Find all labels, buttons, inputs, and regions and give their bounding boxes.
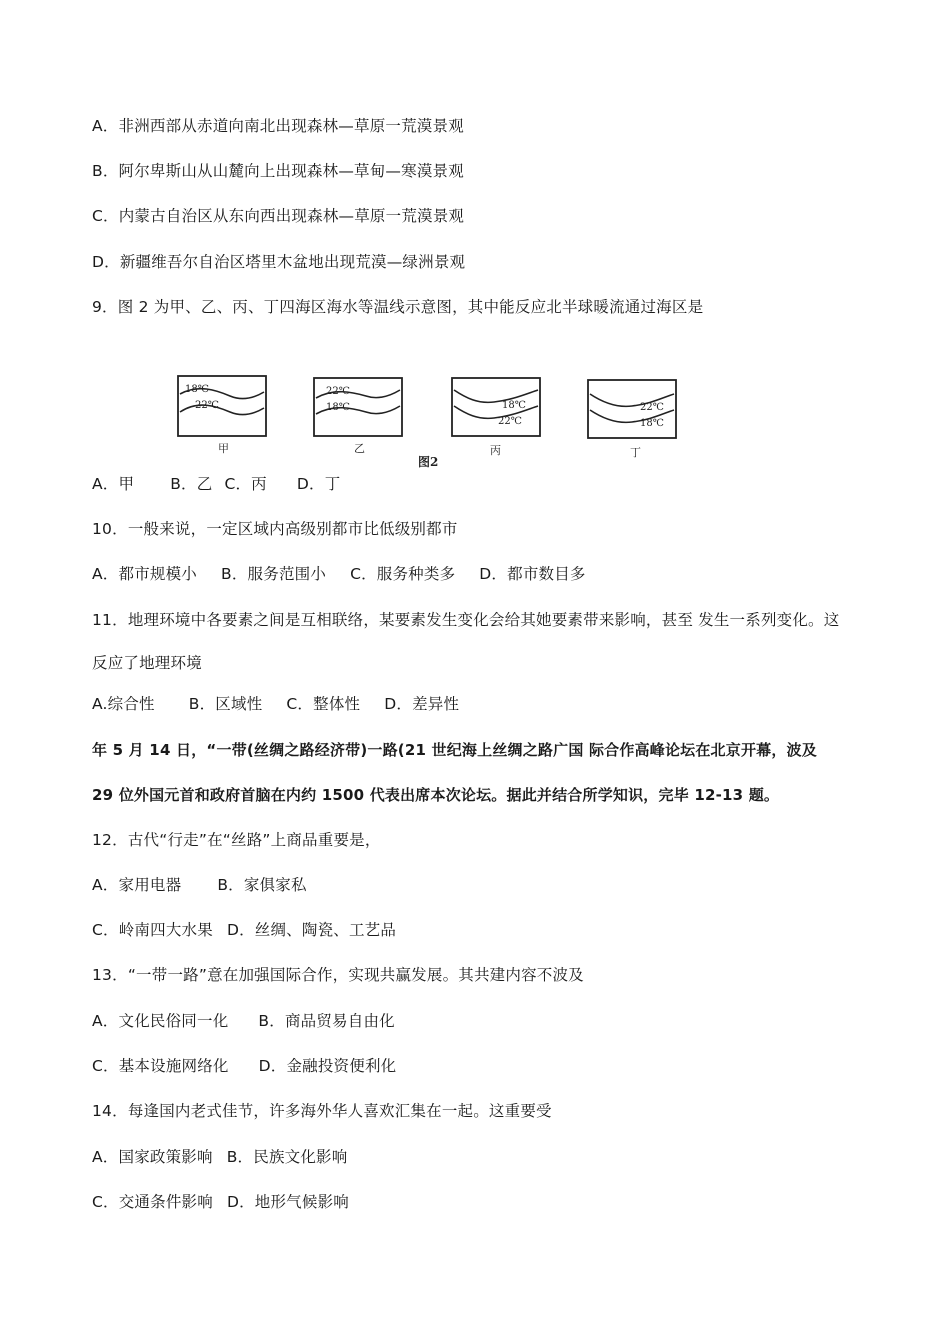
passage-line1: 年 5 月 14 日，“一带(丝绸之路经济带)一路(21 世纪海上丝绸之路广国 际合作高峰论坛在北京开幕，波及 [92, 741, 817, 759]
q12-option-a: A．家用电器 [92, 876, 182, 894]
q14-option-a: A．国家政策影响 [92, 1148, 213, 1166]
panel-jia [178, 376, 266, 455]
q14-option-b: B．民族文化影响 [226, 1148, 348, 1166]
isotherm-label: 22℃ [498, 416, 522, 427]
panel-bing [452, 378, 540, 457]
q9-options [92, 474, 340, 494]
q11-stem-line2: 反应了地理环境 [92, 654, 202, 672]
q11-option-d: D．差异性 [384, 695, 460, 713]
q12-option-c: C．岭南四大水果 [92, 921, 213, 939]
q13-option-c: C．基本设施网络化 [92, 1057, 229, 1075]
q11-option-b: B．区域性 [188, 695, 263, 713]
q11-option-c: C．整体性 [286, 695, 361, 713]
q9-option-a: A．甲 [92, 475, 135, 493]
isotherm-label: 22℃ [195, 400, 219, 411]
panel-yi [314, 378, 402, 455]
q13-option-b: B．商品贸易自由化 [258, 1012, 395, 1030]
q10-option-a: A．都市规模小 [92, 565, 198, 583]
panel-ding [588, 380, 676, 459]
q13-options-row2 [92, 1056, 396, 1076]
q14-options-row2 [92, 1192, 349, 1212]
q9-stem: 9．图 2 为甲、乙、丙、丁四海区海水等温线示意图，其中能反应北半球暖流通过海区是 [92, 298, 704, 316]
panel-label: 甲 [218, 442, 229, 455]
isotherm-label: 22℃ [326, 386, 350, 397]
isotherm-label: 18℃ [502, 400, 526, 411]
q9-option-b: B．乙 [170, 475, 213, 493]
q8-option-d: D．新疆维吾尔自治区塔里木盆地出现荒漠—绿洲景观 [92, 253, 466, 271]
q12-option-d: D．丝绸、陶瓷、工艺品 [226, 921, 397, 939]
isotherm-label: 18℃ [640, 418, 664, 429]
q10-option-c: C．服务种类多 [350, 565, 456, 583]
isotherm-label: 18℃ [326, 402, 350, 413]
q10-option-b: B．服务范围小 [221, 565, 327, 583]
q9-option-c: C．丙 [224, 475, 267, 493]
q10-stem: 10．一般来说，一定区域内高级别都市比低级别都市 [92, 520, 458, 538]
isotherm-label: 22℃ [640, 402, 664, 413]
q10-option-d: D．都市数目多 [479, 565, 586, 583]
isotherm-diagram [168, 368, 688, 468]
q11-option-a: A.综合性 [92, 695, 155, 713]
panel-label: 乙 [354, 442, 365, 455]
q14-option-c: C．交通条件影响 [92, 1193, 213, 1211]
q8-option-c: C．内蒙古自治区从东向西出现森林—草原一荒漠景观 [92, 207, 465, 225]
passage-line2: 29 位外国元首和政府首脑在内约 1500 代表出席本次论坛。据此并结合所学知识，完毕 12-13 题。 [92, 786, 780, 804]
q10-options [92, 564, 586, 584]
q12-stem: 12．古代“行走”在“丝路”上商品重要是， [92, 831, 381, 849]
isotherm-figure [168, 368, 688, 468]
q13-stem: 13．“一带一路”意在加强国际合作，实现共赢发展。其共建内容不波及 [92, 966, 584, 984]
q14-option-d: D．地形气候影响 [226, 1193, 349, 1211]
panel-label: 丙 [490, 444, 501, 457]
q8-option-a: A．非洲西部从赤道向南北出现森林—草原一荒漠景观 [92, 117, 464, 135]
q11-options [92, 694, 459, 714]
isotherm-line [180, 405, 264, 414]
panel-label: 丁 [630, 446, 641, 459]
figure-caption: 图2 [418, 455, 439, 468]
q12-options-row1 [92, 875, 307, 895]
q13-option-a: A．文化民俗同一化 [92, 1012, 229, 1030]
q11-stem-line1: 11．地理环境中各要素之间是互相联络，某要素发生变化会给其她要素带来影响，甚至 发生一系列变化。这 [92, 611, 840, 629]
q14-options-row1 [92, 1147, 347, 1167]
q8-option-b: B．阿尔卑斯山从山麓向上出现森林—草甸—寒漠景观 [92, 162, 464, 180]
q12-option-b: B．家俱家私 [217, 876, 307, 894]
q14-stem: 14．每逢国内老式佳节，许多海外华人喜欢汇集在一起。这重要受 [92, 1102, 552, 1120]
isotherm-label: 18℃ [185, 384, 209, 395]
q13-option-d: D．金融投资便利化 [258, 1057, 397, 1075]
q12-options-row2 [92, 920, 396, 940]
q9-option-d: D．丁 [296, 475, 341, 493]
q13-options-row1 [92, 1011, 395, 1031]
panel-frame [452, 378, 540, 436]
